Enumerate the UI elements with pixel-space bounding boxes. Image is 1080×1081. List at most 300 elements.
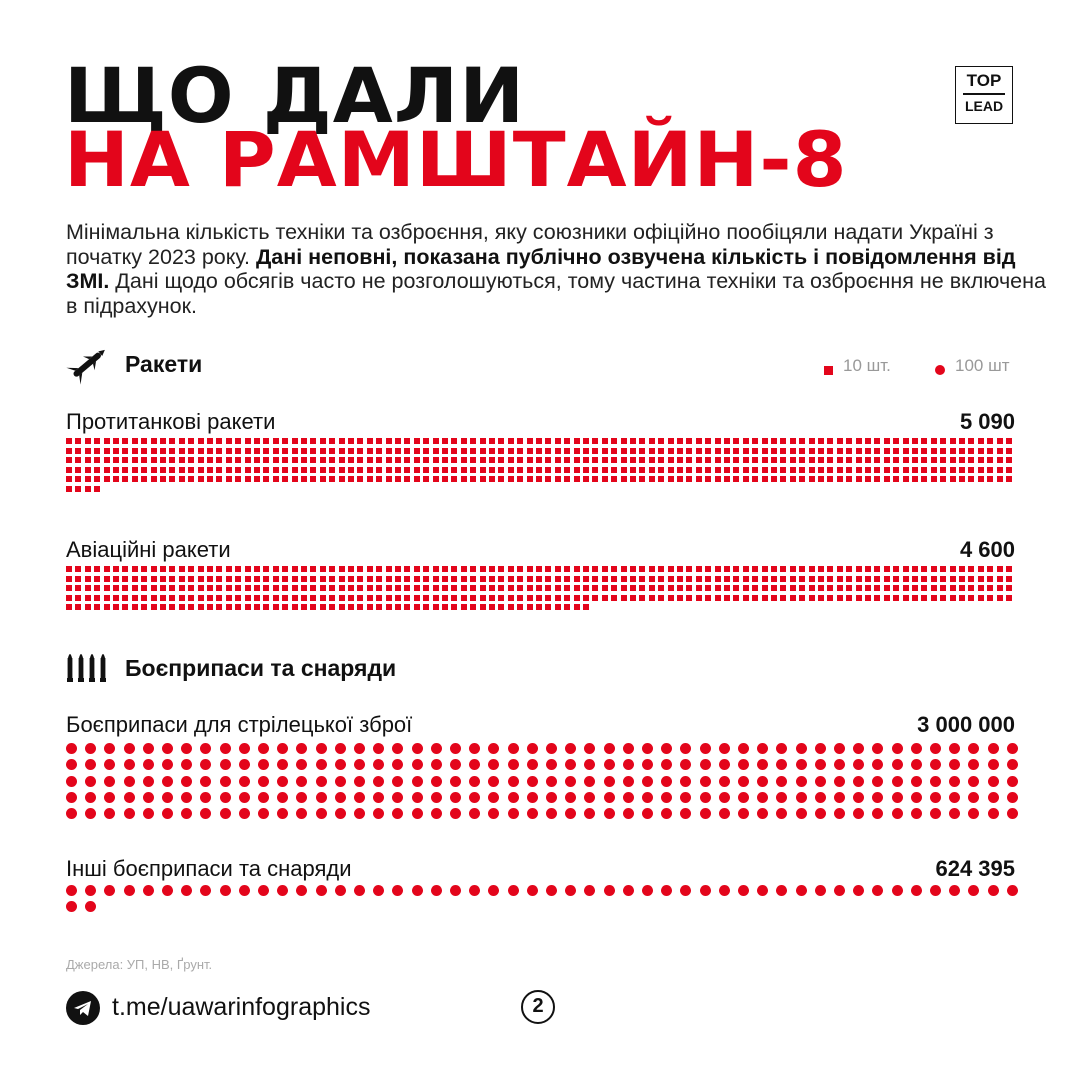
unit-square [602,576,608,582]
unit-square [950,476,956,482]
unit-square [1006,585,1012,591]
page-number: 2 [521,990,555,1024]
unit-square [423,566,429,572]
unit-square [1006,448,1012,454]
unit-dot [930,885,941,896]
unit-dot [527,743,538,754]
unit-square [207,448,213,454]
unit-square [940,476,946,482]
unit-dot [354,776,365,787]
unit-square [132,585,138,591]
unit-dot [296,759,307,770]
unit-square [780,438,786,444]
logo-top-text: TOP [966,71,1002,90]
unit-square [113,576,119,582]
unit-square [668,467,674,473]
unit-square [799,457,805,463]
unit-square [846,576,852,582]
telegram-link[interactable]: t.me/uawarinfographics [112,993,371,1021]
unit-square [423,585,429,591]
unit-dot [776,792,787,803]
unit-square [931,595,937,601]
unit-square [320,457,326,463]
unit-square [282,566,288,572]
unit-square [592,576,598,582]
unit-square [733,448,739,454]
unit-square [799,566,805,572]
unit-square [254,566,260,572]
unit-square [715,576,721,582]
unit-dot [258,792,269,803]
unit-square [414,585,420,591]
unit-square [216,585,222,591]
unit-square [978,467,984,473]
unit-dot [872,792,883,803]
unit-square [329,566,335,572]
unit-square [527,457,533,463]
unit-square [724,595,730,601]
unit-square [733,585,739,591]
unit-dot [623,743,634,754]
unit-square [94,595,100,601]
unit-square [404,595,410,601]
unit-square [207,595,213,601]
unit-square [376,467,382,473]
unit-square [122,566,128,572]
unit-square [292,595,298,601]
unit-dot [853,885,864,896]
unit-square [104,457,110,463]
unit-square [226,604,232,610]
unit-square [771,566,777,572]
unit-dot [277,776,288,787]
unit-dot [316,776,327,787]
unit-dot [162,776,173,787]
unit-square [113,566,119,572]
unit-square [104,476,110,482]
unit-square [132,457,138,463]
unit-square [574,467,580,473]
unit-dot [412,743,423,754]
logo-divider [963,93,1005,95]
unit-square [621,585,627,591]
unit-dot [316,792,327,803]
unit-square [367,438,373,444]
unit-square [151,595,157,601]
unit-square [527,576,533,582]
unit-dot [757,743,768,754]
unit-square [715,595,721,601]
unit-square [846,476,852,482]
unit-dot [85,901,96,912]
unit-square [658,457,664,463]
unit-square [104,438,110,444]
unit-square [160,604,166,610]
unit-square [433,576,439,582]
unit-dot [642,885,653,896]
unit-square [696,585,702,591]
unit-square [433,438,439,444]
unit-square [809,448,815,454]
unit-square [827,467,833,473]
unit-square [686,467,692,473]
unit-dot [546,759,557,770]
unit-square [950,566,956,572]
unit-dot [700,759,711,770]
unit-square [743,595,749,601]
unit-square [498,576,504,582]
unit-dot [796,743,807,754]
unit-dot [642,759,653,770]
unit-dot [335,776,346,787]
unit-dot [488,776,499,787]
unit-square [564,595,570,601]
unit-square [583,476,589,482]
unit-square [912,467,918,473]
unit-dot [680,792,691,803]
unit-square [348,585,354,591]
unit-square [480,585,486,591]
unit-square [94,566,100,572]
unit-square [357,566,363,572]
unit-square [912,566,918,572]
unit-dot [565,792,576,803]
unit-square [931,467,937,473]
unit-square [978,585,984,591]
unit-square [348,438,354,444]
unit-square [574,566,580,572]
unit-square [630,595,636,601]
unit-square [592,476,598,482]
unit-square [451,604,457,610]
unit-square [339,576,345,582]
unit-square [696,566,702,572]
unit-square [292,448,298,454]
unit-square [639,576,645,582]
unit-square [339,467,345,473]
unit-square [404,604,410,610]
unit-square [677,576,683,582]
unit-square [470,438,476,444]
unit-square [677,448,683,454]
unit-square [104,467,110,473]
unit-square [668,566,674,572]
unit-dot [872,759,883,770]
unit-square [583,595,589,601]
unit-square [235,566,241,572]
unit-square [931,566,937,572]
unit-square [132,448,138,454]
unit-square [292,457,298,463]
unit-square [1006,576,1012,582]
unit-dot [930,743,941,754]
unit-dot [124,808,135,819]
unit-square [423,467,429,473]
unit-square [733,467,739,473]
unit-dot [815,792,826,803]
unit-square [414,457,420,463]
unit-dot [469,808,480,819]
unit-dot [738,743,749,754]
unit-dot [719,759,730,770]
unit-square [771,476,777,482]
unit-square [583,448,589,454]
unit-square [527,438,533,444]
unit-dot [392,792,403,803]
unit-square [968,476,974,482]
unit-square [517,448,523,454]
unit-square [752,476,758,482]
unit-dot [316,808,327,819]
unit-square [395,448,401,454]
unit-dot [354,808,365,819]
unit-square [545,457,551,463]
unit-square [903,457,909,463]
unit-dot [412,885,423,896]
unit-square [85,585,91,591]
unit-dot [431,792,442,803]
unit-square [320,467,326,473]
unit-dot [604,743,615,754]
unit-dot [584,759,595,770]
unit-square [564,604,570,610]
unit-square [668,448,674,454]
unit-square [423,438,429,444]
unit-square [715,467,721,473]
unit-square [639,585,645,591]
unit-dot [124,743,135,754]
unit-dot [527,885,538,896]
unit-square [386,438,392,444]
unit-dot [1007,885,1018,896]
unit-square [715,476,721,482]
unit-square [790,566,796,572]
section-title-ammunition: Боєприпаси та снаряди [125,655,397,681]
unit-square [160,448,166,454]
unit-square [320,595,326,601]
unit-dot [469,792,480,803]
unit-square [724,585,730,591]
unit-square [339,448,345,454]
unit-square [113,438,119,444]
unit-dot [181,759,192,770]
unit-square [282,438,288,444]
unit-square [630,457,636,463]
unit-dot [488,885,499,896]
unit-dot [431,743,442,754]
sources-note: Джерела: УП, НВ, Ґрунт. [66,957,213,972]
unit-square [66,486,72,492]
unit-square [564,438,570,444]
unit-square [611,576,617,582]
unit-square [216,448,222,454]
unit-dot [719,808,730,819]
top-lead-logo [955,66,1013,124]
unit-square [743,438,749,444]
unit-square [1006,566,1012,572]
unit-square [470,448,476,454]
unit-dot [162,885,173,896]
unit-square [66,448,72,454]
unit-dot [700,885,711,896]
unit-square [245,438,251,444]
unit-square [207,576,213,582]
unit-square [846,467,852,473]
unit-square [151,476,157,482]
unit-dot [757,792,768,803]
unit-square [583,438,589,444]
unit-square [75,604,81,610]
unit-square [686,576,692,582]
unit-dot [66,808,77,819]
unit-square [809,576,815,582]
unit-dot [104,743,115,754]
series-value-small-arms: 3 000 000 [917,712,1015,737]
unit-square [696,576,702,582]
unit-square [292,585,298,591]
unit-square [66,576,72,582]
unit-square [799,576,805,582]
unit-square [113,476,119,482]
unit-square [461,448,467,454]
unit-dot [124,885,135,896]
unit-square [461,438,467,444]
unit-square [536,438,542,444]
unit-square [113,448,119,454]
unit-dot [162,759,173,770]
unit-square [404,448,410,454]
unit-square [235,476,241,482]
unit-dot [124,792,135,803]
unit-square [705,476,711,482]
unit-square [677,438,683,444]
unit-dot [911,808,922,819]
unit-square [113,457,119,463]
unit-square [574,457,580,463]
unit-square [263,566,269,572]
unit-square [799,438,805,444]
unit-square [630,467,636,473]
unit-square [235,595,241,601]
unit-square [498,467,504,473]
unit-dot [220,808,231,819]
unit-square [517,476,523,482]
unit-square [893,457,899,463]
missile-icon [66,343,110,385]
unit-square [696,595,702,601]
unit-square [151,457,157,463]
unit-square [132,467,138,473]
unit-square [762,476,768,482]
unit-square [461,604,467,610]
unit-square [245,576,251,582]
unit-square [574,448,580,454]
unit-square [329,457,335,463]
unit-square [386,576,392,582]
unit-square [367,476,373,482]
unit-dot [623,792,634,803]
unit-square [592,585,598,591]
unit-square [198,467,204,473]
unit-square [865,566,871,572]
unit-dot [1007,759,1018,770]
unit-dot [104,885,115,896]
unit-square [790,576,796,582]
unit-dot [968,885,979,896]
unit-square [696,457,702,463]
unit-square [85,486,91,492]
unit-dot [335,885,346,896]
unit-square [75,457,81,463]
unit-dot [66,759,77,770]
unit-square [752,457,758,463]
unit-dot [604,885,615,896]
unit-dot [892,808,903,819]
unit-dot [181,792,192,803]
unit-square [404,457,410,463]
unit-square [263,457,269,463]
unit-dot [124,776,135,787]
unit-square [85,595,91,601]
unit-square [254,576,260,582]
unit-dot [220,759,231,770]
unit-square [950,467,956,473]
unit-square [329,595,335,601]
unit-dot [930,808,941,819]
unit-square [856,457,862,463]
unit-square [686,476,692,482]
unit-dot [316,743,327,754]
unit-square [818,595,824,601]
unit-dot [412,792,423,803]
unit-square [752,566,758,572]
unit-dot [911,792,922,803]
unit-square [263,604,269,610]
unit-square [489,457,495,463]
unit-square [743,576,749,582]
unit-square [85,438,91,444]
unit-square [169,585,175,591]
unit-square [66,457,72,463]
unit-square [752,585,758,591]
unit-square [987,476,993,482]
unit-square [414,448,420,454]
title-line-1: ЩО ДАЛИ [64,51,526,140]
legend-square-label: 10 шт. [843,356,891,375]
unit-square [442,585,448,591]
unit-square [677,467,683,473]
unit-dot [700,776,711,787]
unit-square [273,448,279,454]
unit-square [433,476,439,482]
unit-square [827,595,833,601]
unit-square [442,595,448,601]
unit-square [564,476,570,482]
unit-square [508,476,514,482]
unit-square [160,585,166,591]
unit-dot [642,792,653,803]
unit-square [856,448,862,454]
unit-square [790,467,796,473]
unit-square [762,595,768,601]
unit-square [451,476,457,482]
unit-dot [776,808,787,819]
unit-square [207,467,213,473]
unit-square [292,604,298,610]
unit-square [705,438,711,444]
unit-square [968,595,974,601]
unit-square [423,448,429,454]
